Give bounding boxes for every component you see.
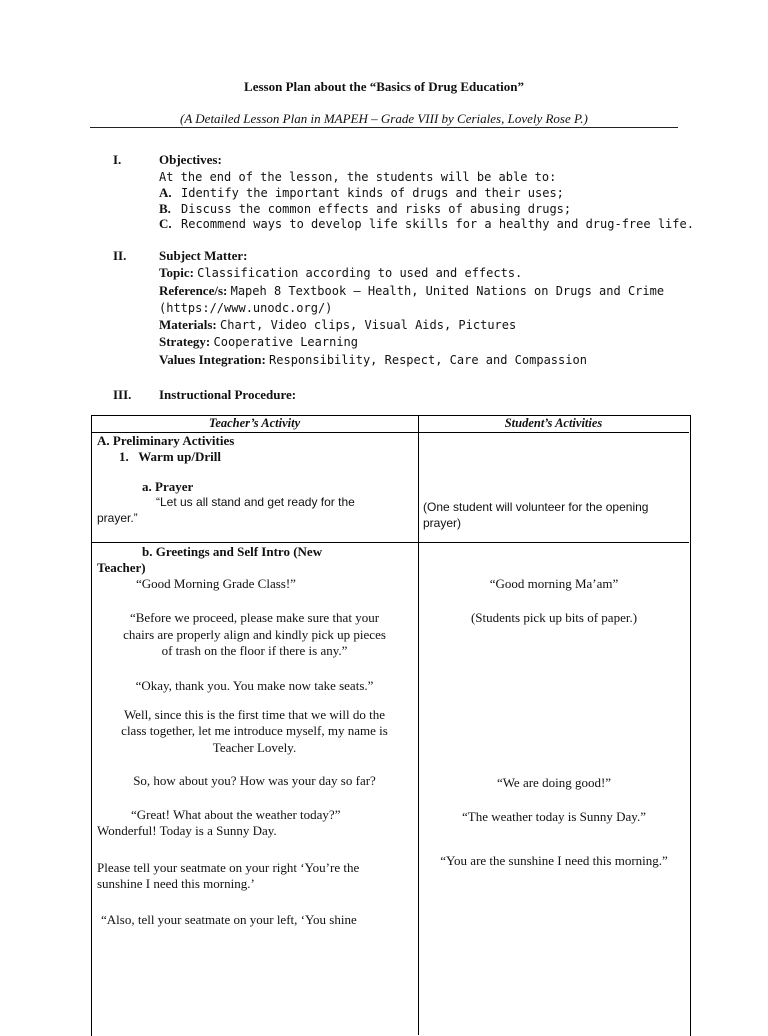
teacher-intro-line-1: Well, since this is the first time that we will do the bbox=[123, 707, 386, 722]
objective-item-c bbox=[159, 216, 694, 232]
subject-topic bbox=[159, 265, 522, 281]
procedure-numeral: III. bbox=[113, 387, 132, 402]
strategy-value: Cooperative Learning bbox=[213, 335, 359, 349]
teacher-sunny-day: Wonderful! Today is a Sunny Day. bbox=[97, 823, 277, 838]
student-prayer-response: (One student will volunteer for the opening bbox=[423, 500, 649, 514]
objectives-intro: At the end of the lesson, the students will be able to: bbox=[159, 170, 557, 184]
warm-up-drill: 1. Warm up/Drill bbox=[119, 449, 221, 464]
student-prayer-response-cont: prayer) bbox=[423, 516, 462, 530]
teacher-weather-question: “Great! What about the weather today?” bbox=[131, 807, 341, 822]
objective-text: Discuss the common effects and risks of abusing drugs; bbox=[181, 202, 572, 216]
objective-text: Recommend ways to develop life skills for a healthy and drug-free life. bbox=[181, 217, 694, 231]
teacher-intro-line-3: Teacher Lovely. bbox=[212, 740, 297, 755]
teacher-chairs-line-3: of trash on the floor if there is any.” bbox=[161, 643, 348, 658]
subject-reference bbox=[159, 283, 664, 299]
subject-strategy bbox=[159, 334, 358, 350]
reference-label: Reference/s: bbox=[159, 283, 228, 298]
table-row-divider bbox=[91, 542, 689, 543]
reference-value: Mapeh 8 Textbook – Health, United Nations on Drugs and Crime bbox=[230, 284, 665, 298]
materials-value: Chart, Video clips, Visual Aids, Pictures bbox=[220, 318, 517, 332]
objective-letter: C. bbox=[159, 216, 172, 231]
document-subtitle: (A Detailed Lesson Plan in MAPEH – Grade VIII by Ceriales, Lovely Rose P.) bbox=[180, 111, 588, 126]
objectives-numeral: I. bbox=[113, 152, 122, 167]
materials-label: Materials: bbox=[159, 317, 217, 332]
prayer-instruction-cont: prayer.” bbox=[97, 511, 138, 525]
table-column-divider bbox=[418, 415, 419, 1035]
strategy-label: Strategy: bbox=[159, 334, 211, 349]
prayer-instruction: “Let us all stand and get ready for the bbox=[156, 495, 355, 509]
objectives-heading: Objectives: bbox=[159, 152, 222, 167]
values-value: Responsibility, Respect, Care and Compassion bbox=[269, 353, 587, 367]
subject-values bbox=[159, 352, 587, 368]
objective-text: Identify the important kinds of drugs and their uses; bbox=[181, 186, 564, 200]
student-doing-good: “We are doing good!” bbox=[496, 775, 612, 790]
teacher-chairs-line-2: chairs are properly align and kindly pick up pieces bbox=[123, 627, 386, 642]
student-sunshine-response: “You are the sunshine I need this morning.” bbox=[440, 853, 668, 868]
teacher-seatmate-right-1: Please tell your seatmate on your right ‘You’re the bbox=[97, 860, 360, 875]
objective-letter: A. bbox=[159, 185, 172, 200]
teacher-greeting: “Good Morning Grade Class!” bbox=[136, 576, 296, 591]
topic-value: Classification according to used and effects. bbox=[197, 266, 523, 280]
title-rule bbox=[90, 127, 678, 128]
teacher-seatmate-right-2: sunshine I need this morning.’ bbox=[97, 876, 255, 891]
header-student-activities: Student’s Activities bbox=[504, 416, 603, 430]
objective-item-a bbox=[159, 185, 564, 201]
objective-item-b bbox=[159, 201, 571, 217]
teacher-intro-line-2: class together, let me introduce myself, my name is bbox=[121, 723, 388, 738]
header-teacher-activity: Teacher’s Activity bbox=[208, 416, 301, 430]
prayer-heading: a. Prayer bbox=[142, 479, 194, 494]
procedure-heading: Instructional Procedure: bbox=[159, 387, 297, 402]
reference-url: (https://www.unodc.org/) bbox=[159, 301, 333, 315]
subject-numeral: II. bbox=[113, 248, 127, 263]
greetings-heading-cont: Teacher) bbox=[97, 560, 146, 575]
teacher-take-seats: “Okay, thank you. You make now take seats.” bbox=[135, 678, 374, 693]
teacher-how-was-day: So, how about you? How was your day so far? bbox=[133, 773, 376, 788]
topic-label: Topic: bbox=[159, 265, 194, 280]
subject-heading: Subject Matter: bbox=[159, 248, 248, 263]
preliminary-activities: A. Preliminary Activities bbox=[97, 433, 235, 448]
teacher-chairs-line-1: “Before we proceed, please make sure that your bbox=[129, 610, 380, 625]
teacher-seatmate-left: “Also, tell your seatmate on your left, ‘You shine bbox=[101, 912, 357, 927]
student-weather-answer: “The weather today is Sunny Day.” bbox=[462, 809, 646, 824]
objective-letter: B. bbox=[159, 201, 171, 216]
values-label: Values Integration: bbox=[159, 352, 266, 367]
subject-materials bbox=[159, 317, 516, 333]
greetings-heading: b. Greetings and Self Intro (New bbox=[142, 544, 323, 559]
document-title: Lesson Plan about the “Basics of Drug Education” bbox=[244, 79, 524, 94]
student-good-morning: “Good morning Ma’am” bbox=[489, 576, 619, 591]
student-pick-up-paper: (Students pick up bits of paper.) bbox=[470, 610, 638, 625]
